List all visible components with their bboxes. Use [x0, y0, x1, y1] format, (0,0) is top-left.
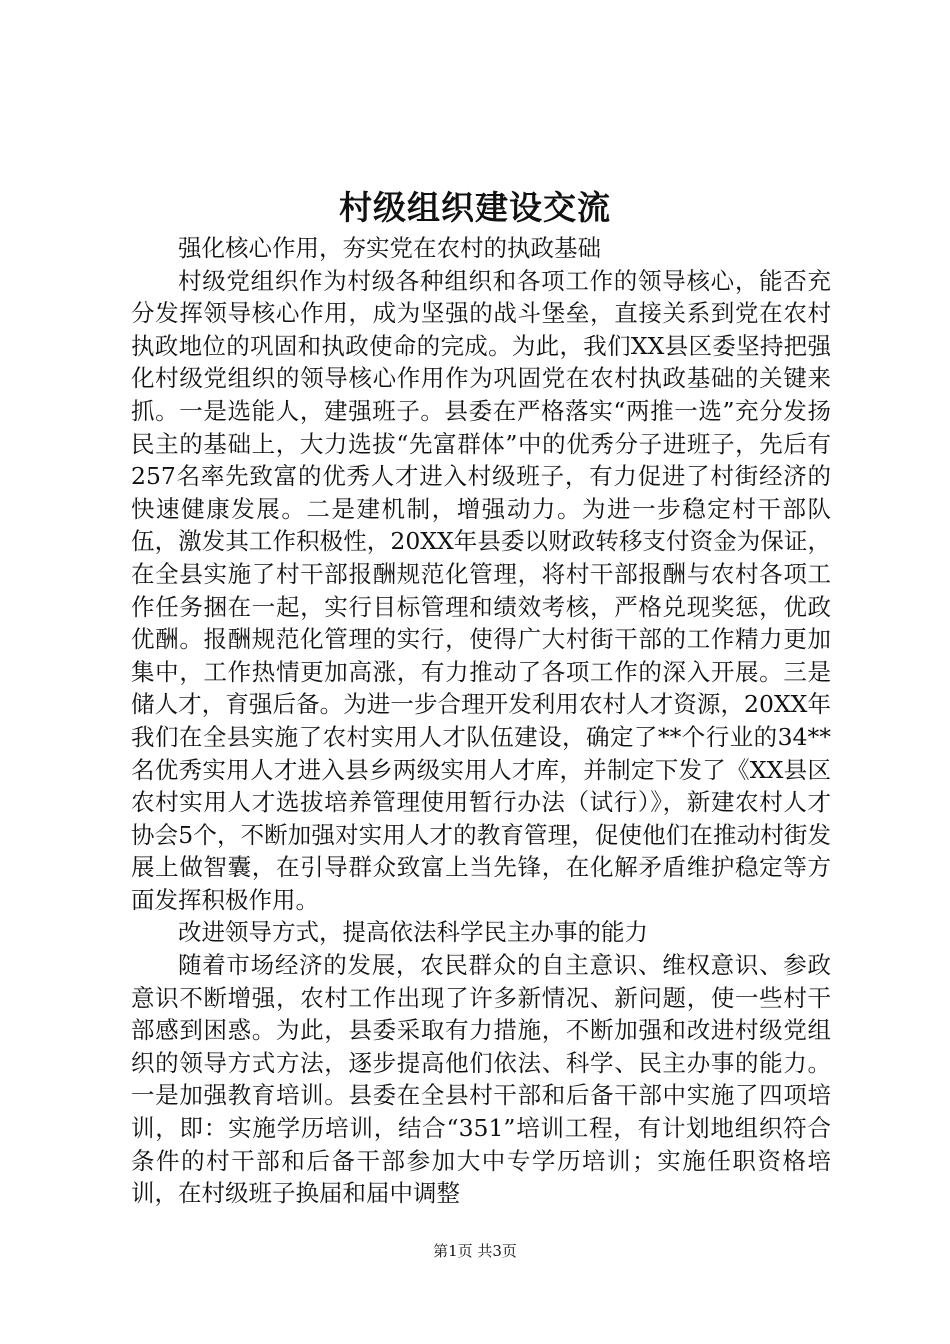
body-paragraph-2: 随着市场经济的发展，农民群众的自主意识、维权意识、参政意识不断增强，农村工作出现了许多新情况、新问题，使一些村干部感到困惑。为此，县委采取有力措施，不断加强和改进村级党组织的领导方式方法，逐步提高他们依法、科学、民主办事的能力。一是加强教育培训。县委在全县村干部和后备干部中实施了四项培训，即：实施学历培训，结合“351”培训工程，有计划地组织符合条件的村干部和后备干部参加大中专学历培训；实施任职资格培训，在村级班子换届和届中调整	[131, 951, 831, 1208]
section-heading-2: 改进领导方式，提高依法科学民主办事的能力	[178, 918, 648, 947]
document-body	[131, 232, 831, 1210]
document-title: 村级组织建设交流	[339, 188, 611, 227]
page-footer: 第1页 共3页	[433, 1242, 517, 1260]
section-heading-1: 强化核心作用，夯实党在农村的执政基础	[178, 234, 601, 262]
body-paragraph-1: 村级党组织作为村级各种组织和各项工作的领导核心，能否充分发挥领导核心作用，成为坚强的战斗堡垒，直接关系到党在农村执政地位的巩固和执政使命的完成。为此，我们XX县区委坚持把强化村级党组织的领导核心作用作为巩固党在农村执政基础的关键来抓。一是选能人，建强班子。县委在严格落实“两推一选”充分发扬民主的基础上，大力选拔“先富群体”中的优秀分子进班子，先后有257名率先致富的优秀人才进入村级班子，有力促进了村街经济的快速健康发展。二是建机制，增强动力。为进一步稳定村干部队伍，激发其工作积极性，20XX年县委以财政转移支付资金为保证，在全县实施了村干部报酬规范化管理，将村干部报酬与农村各项工作任务捆在一起，实行目标管理和绩效考核，严格兑现奖惩，优政优酬。报酬规范化管理的实行，使得广大村街干部的工作精力更加集中，工作热情更加高涨，有力推动了各项工作的深入开展。三是储人才，育强后备。为进一步合理开发利用农村人才资源，20XX年我们在全县实施了农村实用人才队伍建设，确定了**个行业的34**名优秀实用人才进入县乡两级实用人才库，并制定下发了《XX县区农村实用人才选拔培养管理使用暂行办法（试行）》，新建农村人才协会5个，不断加强对实用人才的教育管理，促使他们在推动村街发展上做智囊，在引导群众致富上当先锋，在化解矛盾维护稳定等方面发挥积极作用。	[131, 266, 831, 914]
